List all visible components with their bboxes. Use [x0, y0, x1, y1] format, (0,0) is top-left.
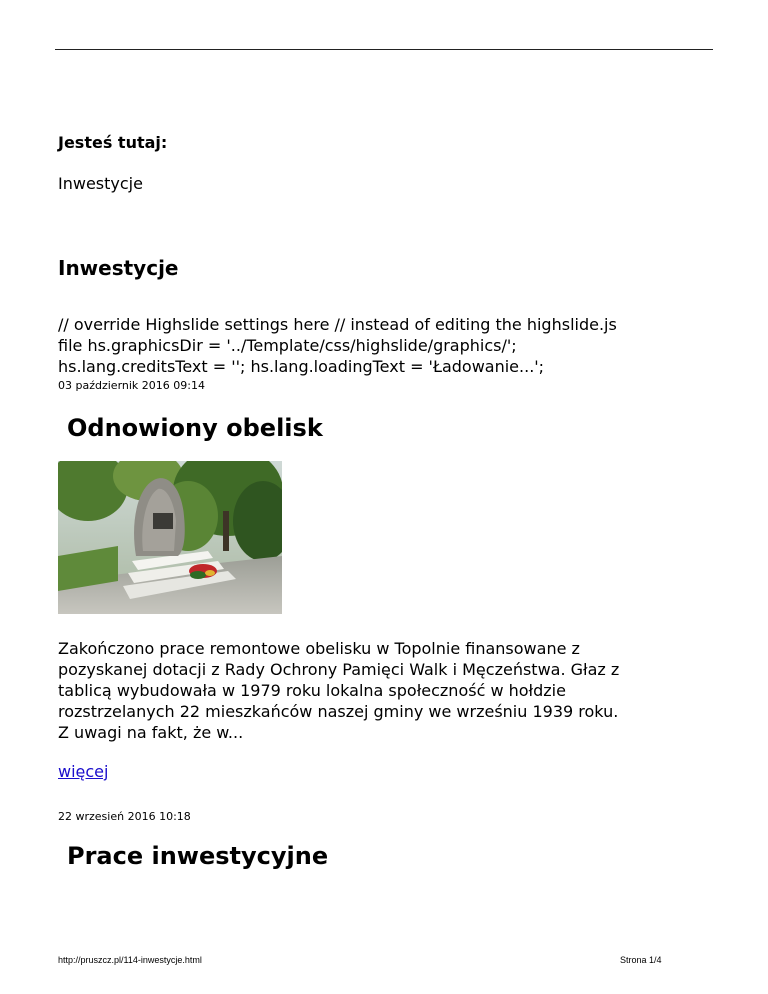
- article-title[interactable]: Prace inwestycyjne: [67, 842, 329, 870]
- breadcrumb-label: Jesteś tutaj:: [58, 133, 168, 152]
- read-more-link[interactable]: więcej: [58, 762, 109, 781]
- teaser-line: Zakończono prace remontowe obelisku w Topolnie finansowane z: [58, 639, 580, 658]
- footer-url: http://pruszcz.pl/114-inwestycje.html: [58, 955, 202, 965]
- teaser-line: Z uwagi na fakt, że w...: [58, 723, 244, 742]
- article-date: 22 wrzesień 2016 10:18: [58, 810, 191, 823]
- article-date: 03 październik 2016 09:14: [58, 379, 205, 392]
- script-text-line: hs.lang.creditsText = ''; hs.lang.loadingText = 'Ładowanie...';: [58, 357, 545, 376]
- page-title: Inwestycje: [58, 256, 179, 280]
- script-text-line: // override Highslide settings here // instead of editing the highslide.js: [58, 315, 617, 334]
- breadcrumb-current: Inwestycje: [58, 174, 143, 193]
- teaser-line: rozstrzelanych 22 mieszkańców naszej gminy we wrześniu 1939 roku.: [58, 702, 619, 721]
- teaser-line: tablicą wybudowała w 1979 roku lokalna społeczność w hołdzie: [58, 681, 566, 700]
- footer-page-number: Strona 1/4: [620, 955, 662, 965]
- teaser-line: pozyskanej dotacji z Rady Ochrony Pamięci Walk i Męczeństwa. Głaz z: [58, 660, 620, 679]
- header-rule: [55, 49, 713, 50]
- script-text-line: file hs.graphicsDir = '../Template/css/highslide/graphics/';: [58, 336, 517, 355]
- obelisk-photo[interactable]: [58, 461, 282, 614]
- article-teaser: [58, 638, 718, 743]
- article-title[interactable]: Odnowiony obelisk: [67, 414, 323, 442]
- script-text: [58, 314, 718, 377]
